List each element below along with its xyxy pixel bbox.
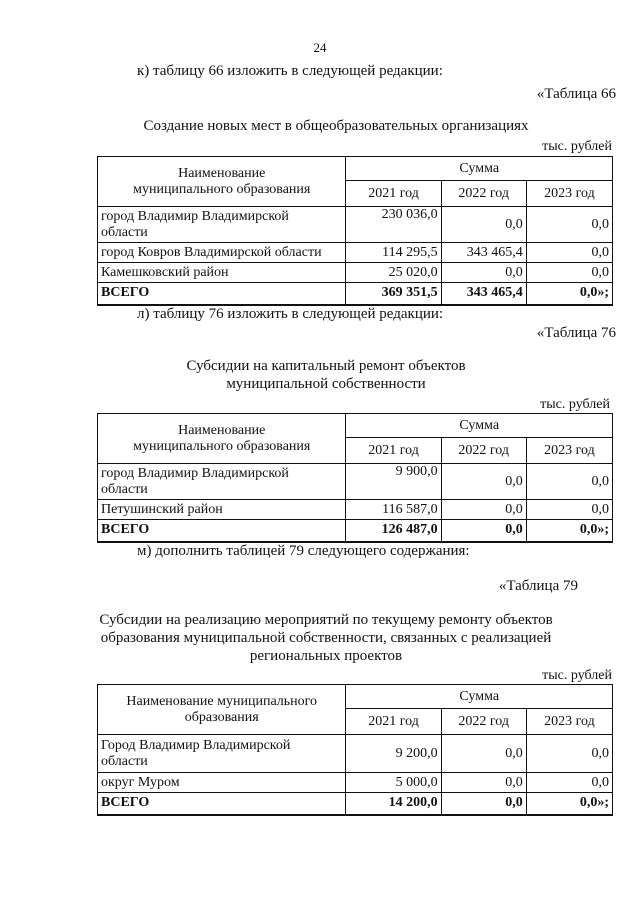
row-name-cell <box>98 464 346 500</box>
table-title-line: образования муниципальной собственности, связанных с реализацией <box>100 630 552 646</box>
unit-label: тыс. рублей <box>540 397 610 412</box>
total-value-cell: 0,0»; <box>526 793 612 815</box>
data-table <box>97 156 613 306</box>
row-name-cell: город Ковров Владимирской области <box>98 243 346 263</box>
header-year-cell: 2023 год <box>526 438 612 464</box>
table-reference: «Таблица 79 <box>498 578 578 594</box>
total-value-cell: 369 351,5 <box>346 283 441 305</box>
table-row <box>98 735 613 773</box>
table-title-line: муниципальной собственности <box>226 376 426 392</box>
row-name-cell: Камешковский район <box>98 263 346 283</box>
total-value-cell: 14 200,0 <box>346 793 441 815</box>
value-cell: 0,0 <box>526 500 612 520</box>
value-cell: 0,0 <box>526 464 612 500</box>
value-cell: 0,0 <box>526 773 612 793</box>
value-cell: 0,0 <box>526 207 612 243</box>
total-label-cell: ВСЕГО <box>98 793 346 815</box>
row-name-line: области <box>101 481 148 497</box>
row-name-cell <box>98 207 346 243</box>
table-row <box>98 243 613 263</box>
total-row <box>98 793 613 815</box>
unit-label: тыс. рублей <box>542 668 612 683</box>
value-cell: 0,0 <box>441 263 526 283</box>
header-year-cell: 2023 год <box>526 181 612 207</box>
value-cell: 9 900,0 <box>346 464 441 500</box>
section-intro: л) таблицу 76 изложить в следующей редакции: <box>137 306 444 322</box>
table-row <box>98 263 613 283</box>
page-number: 24 <box>313 40 327 55</box>
table-row <box>98 773 613 793</box>
total-value-cell: 0,0 <box>441 793 526 815</box>
header-name-line: муниципального образования <box>133 438 311 454</box>
total-value-cell: 343 465,4 <box>441 283 526 305</box>
header-name-cell <box>98 685 346 735</box>
total-value-cell: 0,0»; <box>526 520 612 542</box>
header-year-cell: 2022 год <box>441 709 526 735</box>
value-cell: 343 465,4 <box>441 243 526 263</box>
header-sum-cell: Сумма <box>346 414 613 438</box>
table-row <box>98 500 613 520</box>
value-cell: 116 587,0 <box>346 500 441 520</box>
data-table <box>97 684 613 816</box>
header-year-cell: 2023 год <box>526 709 612 735</box>
header-year-cell: 2021 год <box>346 709 441 735</box>
header-year-cell: 2021 год <box>346 181 441 207</box>
value-cell: 0,0 <box>441 773 526 793</box>
header-name-line: муниципального образования <box>133 181 311 197</box>
header-name-line: Наименование муниципального <box>126 693 318 709</box>
unit-label: тыс. рублей <box>542 139 612 154</box>
table-title-line: Субсидии на капитальный ремонт объектов <box>186 358 466 374</box>
section-intro: к) таблицу 66 изложить в следующей редакции: <box>137 63 443 79</box>
header-name-line: образования <box>184 709 259 725</box>
table-reference: «Таблица 66 <box>536 86 616 102</box>
total-value-cell: 0,0»; <box>526 283 612 305</box>
table-title <box>52 357 600 393</box>
header-year-cell: 2021 год <box>346 438 441 464</box>
value-cell: 0,0 <box>526 243 612 263</box>
value-cell: 25 020,0 <box>346 263 441 283</box>
table-title-line: региональных проектов <box>249 648 403 664</box>
header-year-cell: 2022 год <box>441 181 526 207</box>
value-cell: 0,0 <box>526 735 612 773</box>
table-reference: «Таблица 76 <box>536 325 616 341</box>
header-year-cell: 2022 год <box>441 438 526 464</box>
total-label-cell: ВСЕГО <box>98 283 346 305</box>
total-row <box>98 520 613 542</box>
table-row <box>98 207 613 243</box>
total-value-cell: 126 487,0 <box>346 520 441 542</box>
row-name-line: город Владимир Владимирской <box>101 465 289 481</box>
value-cell: 0,0 <box>441 500 526 520</box>
header-name-line: Наименование <box>178 422 266 438</box>
table-title-line: Создание новых мест в общеобразовательных организациях <box>143 118 529 134</box>
table-row <box>98 464 613 500</box>
value-cell: 0,0 <box>441 464 526 500</box>
value-cell: 114 295,5 <box>346 243 441 263</box>
header-sum-cell: Сумма <box>346 685 613 709</box>
row-name-cell: округ Муром <box>98 773 346 793</box>
table-title <box>40 611 612 665</box>
row-name-line: области <box>101 224 148 240</box>
row-name-line: Город Владимир Владимирской <box>101 737 291 753</box>
total-value-cell: 0,0 <box>441 520 526 542</box>
table-title <box>52 117 620 135</box>
value-cell: 0,0 <box>441 207 526 243</box>
total-row <box>98 283 613 305</box>
value-cell: 5 000,0 <box>346 773 441 793</box>
row-name-line: области <box>101 753 148 769</box>
value-cell: 9 200,0 <box>346 735 441 773</box>
header-name-line: Наименование <box>178 165 266 181</box>
header-name-cell <box>98 157 346 207</box>
total-label-cell: ВСЕГО <box>98 520 346 542</box>
row-name-line: город Владимир Владимирской <box>101 208 289 224</box>
value-cell: 0,0 <box>526 263 612 283</box>
table-title-line: Субсидии на реализацию мероприятий по текущему ремонту объектов <box>99 612 553 628</box>
row-name-cell <box>98 735 346 773</box>
value-cell: 230 036,0 <box>346 207 441 243</box>
row-name-cell: Петушинский район <box>98 500 346 520</box>
value-cell: 0,0 <box>441 735 526 773</box>
data-table <box>97 413 613 543</box>
header-name-cell <box>98 414 346 464</box>
header-sum-cell: Сумма <box>346 157 613 181</box>
section-intro: м) дополнить таблицей 79 следующего содержания: <box>137 543 470 559</box>
